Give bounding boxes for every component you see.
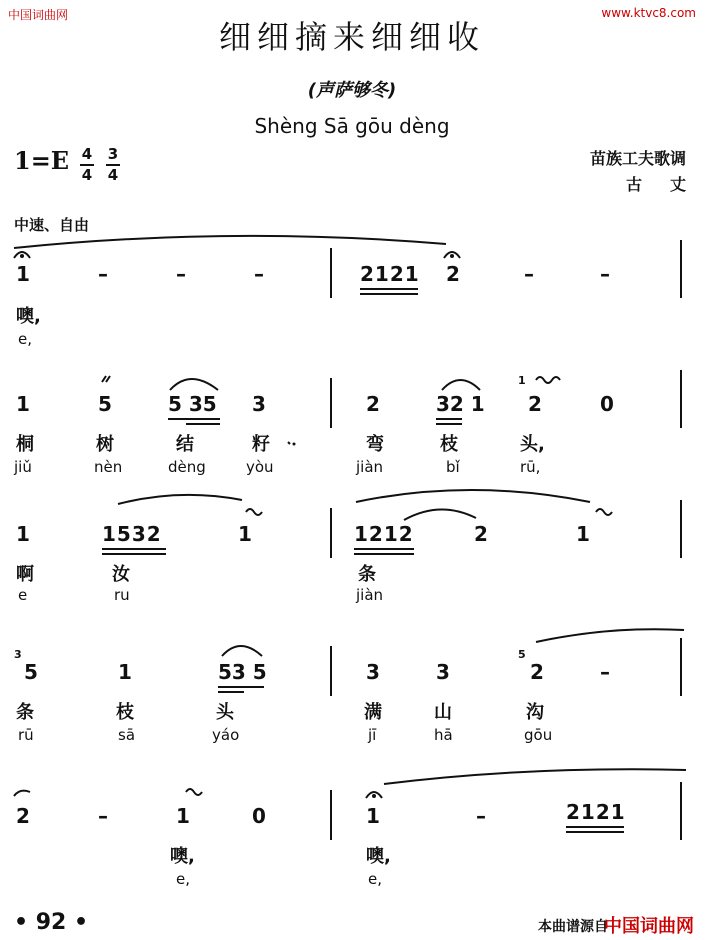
grace-note: 3	[14, 648, 22, 661]
lyric: 沟	[526, 702, 544, 723]
lyric: 汝	[112, 564, 130, 585]
fermata-dot	[372, 794, 376, 798]
note: 2	[366, 392, 380, 416]
dash: –	[600, 262, 610, 286]
note: 1	[576, 522, 590, 546]
lyric: 噢,	[366, 846, 391, 867]
note: 1	[16, 522, 30, 546]
lyric-pinyin: e,	[18, 330, 32, 348]
note-group: 32 1	[436, 392, 485, 416]
rest: 0	[600, 392, 614, 416]
watermark-right: www.ktvc8.com	[601, 6, 696, 20]
note-group: 5 35	[168, 392, 217, 416]
lyric: 枝	[116, 702, 134, 723]
song-title: 细细摘来细细收	[218, 18, 485, 56]
slur	[356, 490, 590, 502]
dash: –	[600, 660, 610, 684]
note-group: 1212	[354, 522, 414, 546]
lyric: 结	[176, 434, 194, 455]
lyric-pinyin: jī	[368, 726, 377, 744]
credit-author: 古丈	[625, 175, 714, 194]
dash: –	[98, 262, 108, 286]
song-subtitle: (声萨够冬)	[307, 80, 397, 101]
lyric: 山	[434, 702, 452, 723]
lyric: 籽	[252, 434, 270, 455]
dash: –	[476, 804, 486, 828]
slur	[170, 379, 218, 390]
note: 2	[528, 392, 542, 416]
dash: –	[524, 262, 534, 286]
trill-icon	[246, 509, 262, 515]
note: 1	[176, 804, 190, 828]
fermata-dot	[20, 254, 24, 258]
key-signature: 1=E	[14, 146, 70, 175]
lyric-pinyin: yòu	[246, 458, 274, 476]
lyric: 啊	[16, 564, 34, 585]
lyric-pinyin: rū,	[520, 458, 541, 476]
slur	[442, 380, 480, 390]
fermata-dot	[450, 254, 454, 258]
lyric: 桐	[16, 434, 34, 455]
note: 1	[16, 262, 30, 286]
note: 5	[98, 392, 112, 416]
slur-line1	[14, 236, 446, 248]
note: 3	[436, 660, 450, 684]
lyric-pinyin: sā	[118, 726, 136, 744]
note: 3	[252, 392, 266, 416]
watermark-left: 中国词曲网	[8, 8, 69, 22]
note-group: 53 5	[218, 660, 267, 684]
lyric: 噢,	[170, 846, 195, 867]
credit-origin: 苗族工夫歌调	[589, 149, 686, 168]
lyric: 枝	[440, 434, 458, 455]
trill-icon	[102, 376, 110, 382]
lyric-pinyin: gōu	[524, 726, 553, 744]
note: 1	[16, 392, 30, 416]
lyric: 满	[364, 702, 382, 723]
lyric-pinyin: hā	[434, 726, 453, 744]
lyric-pinyin: e,	[368, 870, 382, 888]
time-sig-numerator: 4	[81, 145, 93, 163]
note: 3	[366, 660, 380, 684]
lyric: 弯	[366, 434, 384, 455]
slur	[118, 495, 242, 504]
breath-comma	[288, 442, 290, 444]
lyric-pinyin: jiàn	[356, 458, 384, 476]
note-group: 1532	[102, 522, 162, 546]
lyric-pinyin: jiǔ	[14, 458, 32, 476]
lyric: 头	[216, 702, 234, 723]
lyric-pinyin: jiàn	[356, 586, 384, 604]
tie-start	[14, 791, 30, 796]
lyric-pinyin: e,	[176, 870, 190, 888]
note: 1	[238, 522, 252, 546]
note: 1	[118, 660, 132, 684]
time-sig-denominator: 4	[81, 166, 93, 184]
source-label: 本曲谱源自	[538, 919, 608, 935]
lyric: 条	[16, 702, 34, 723]
lyric-pinyin: nèn	[94, 458, 123, 476]
dash: –	[98, 804, 108, 828]
trill-icon	[536, 377, 560, 383]
note: 1	[366, 804, 380, 828]
slur-line4	[536, 629, 684, 642]
song-title-pinyin: Shèng Sā gōu dèng	[254, 114, 450, 138]
lyric: 条	[358, 564, 376, 585]
rest: 0	[252, 804, 266, 828]
note: 5	[24, 660, 38, 684]
dash: –	[176, 262, 186, 286]
slur	[404, 509, 476, 520]
lyric-pinyin: bǐ	[446, 458, 460, 476]
slur-line5	[384, 769, 686, 784]
lyric-pinyin: rū	[18, 726, 34, 744]
note: 2	[16, 804, 30, 828]
note: 2	[474, 522, 488, 546]
note: 2	[530, 660, 544, 684]
note: 2	[446, 262, 460, 286]
slur	[222, 646, 262, 656]
lyric: 头,	[520, 434, 545, 455]
underdot	[293, 443, 296, 446]
time-sig-numerator: 3	[107, 145, 119, 163]
note-group: 2121	[566, 800, 626, 824]
lyric-pinyin: yáo	[212, 726, 240, 744]
lyric: 树	[96, 434, 114, 455]
grace-note: 1	[518, 374, 526, 387]
tempo-marking: 中速、自由	[14, 216, 90, 234]
time-sig-denominator: 4	[107, 166, 119, 184]
note-group: 2121	[360, 262, 420, 286]
watermark-bottom: 中国词曲网	[604, 916, 694, 937]
lyric-pinyin: dèng	[168, 458, 206, 476]
trill-icon	[596, 509, 612, 515]
grace-note: 5	[518, 648, 526, 661]
lyric-pinyin: e	[18, 586, 28, 604]
dash: –	[254, 262, 264, 286]
trill-icon	[186, 789, 202, 795]
lyric: 噢,	[16, 306, 41, 327]
lyric-pinyin: ru	[114, 586, 130, 604]
page-number: • 92 •	[14, 910, 89, 935]
